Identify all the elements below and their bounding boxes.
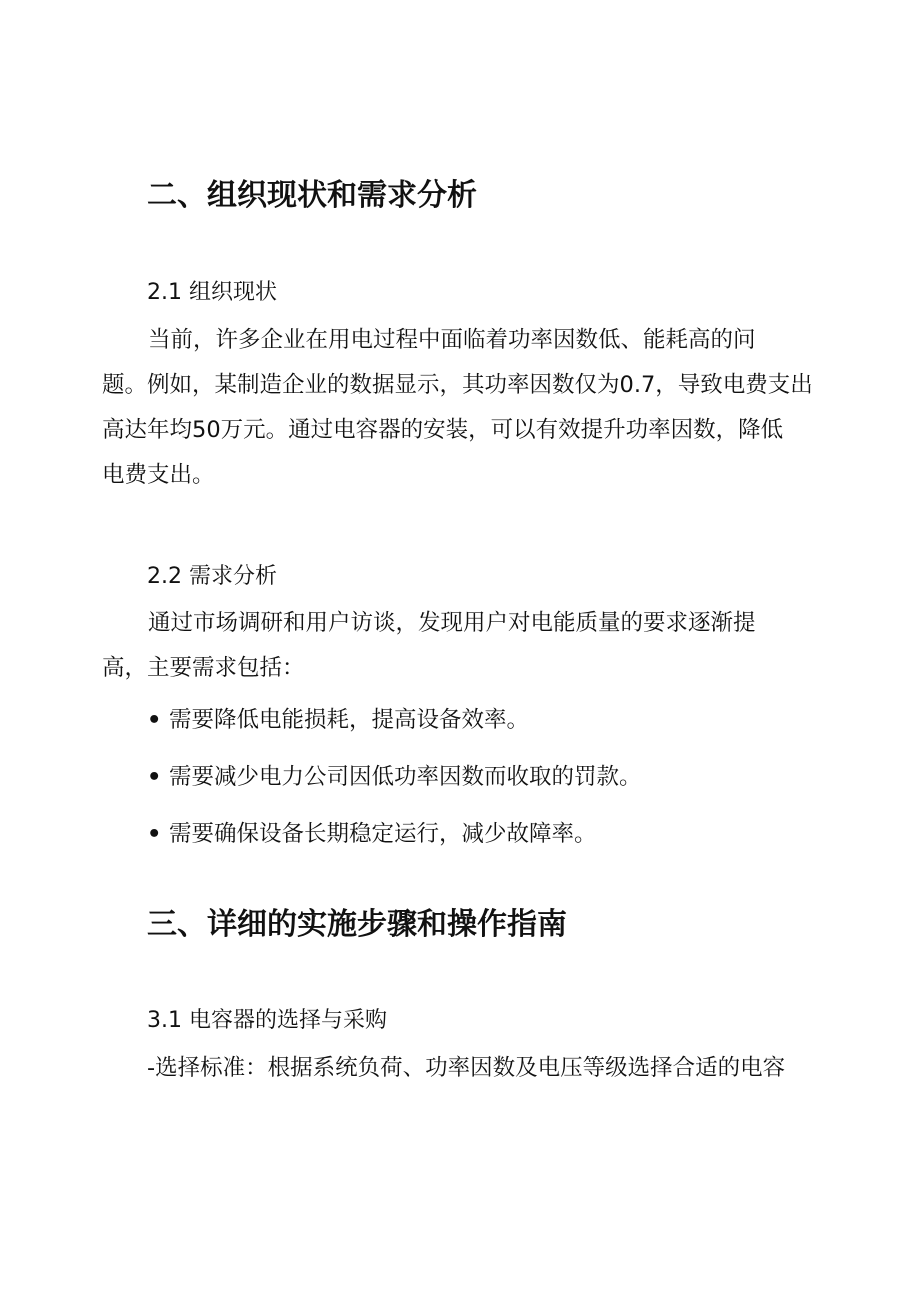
bullet-icon: • [147, 764, 162, 790]
paragraph-line: 通过市场调研和用户访谈，发现用户对电能质量的要求逐渐提 [148, 610, 756, 636]
list-item-text: 需要确保设备长期稳定运行，减少故障率。 [169, 821, 597, 847]
section-2-heading: 二、组织现状和需求分析 [147, 178, 477, 213]
paragraph-line: -选择标准：根据系统负荷、功率因数及电压等级选择合适的电容 [147, 1055, 786, 1081]
bullet-icon: • [147, 821, 162, 847]
subsection-2-2-heading: 2.2 需求分析 [147, 564, 277, 589]
subsection-3-1-paragraph [147, 1046, 862, 1091]
subsection-3-1-heading: 3.1 电容器的选择与采购 [147, 1008, 387, 1033]
paragraph-line: 电费支出。 [102, 462, 215, 488]
subsection-2-2-paragraph [102, 601, 817, 691]
list-item-text: 需要减少电力公司因低功率因数而收取的罚款。 [169, 764, 642, 790]
paragraph-line: 题。例如，某制造企业的数据显示，其功率因数仅为0.7，导致电费支出 [102, 372, 813, 398]
list-item-text: 需要降低电能损耗，提高设备效率。 [169, 707, 530, 733]
paragraph-line: 当前，许多企业在用电过程中面临着功率因数低、能耗高的问 [148, 327, 756, 353]
section-3-heading: 三、详细的实施步骤和操作指南 [147, 907, 567, 942]
subsection-2-1-heading: 2.1 组织现状 [147, 280, 277, 305]
subsection-2-1-paragraph [102, 318, 817, 498]
list-item [147, 762, 827, 819]
paragraph-line: 高达年均50万元。通过电容器的安装，可以有效提升功率因数，降低 [102, 417, 784, 443]
requirements-list [147, 705, 827, 876]
paragraph-line: 高，主要需求包括： [102, 655, 305, 681]
bullet-icon: • [147, 707, 162, 733]
list-item [147, 705, 827, 762]
list-item [147, 819, 827, 876]
